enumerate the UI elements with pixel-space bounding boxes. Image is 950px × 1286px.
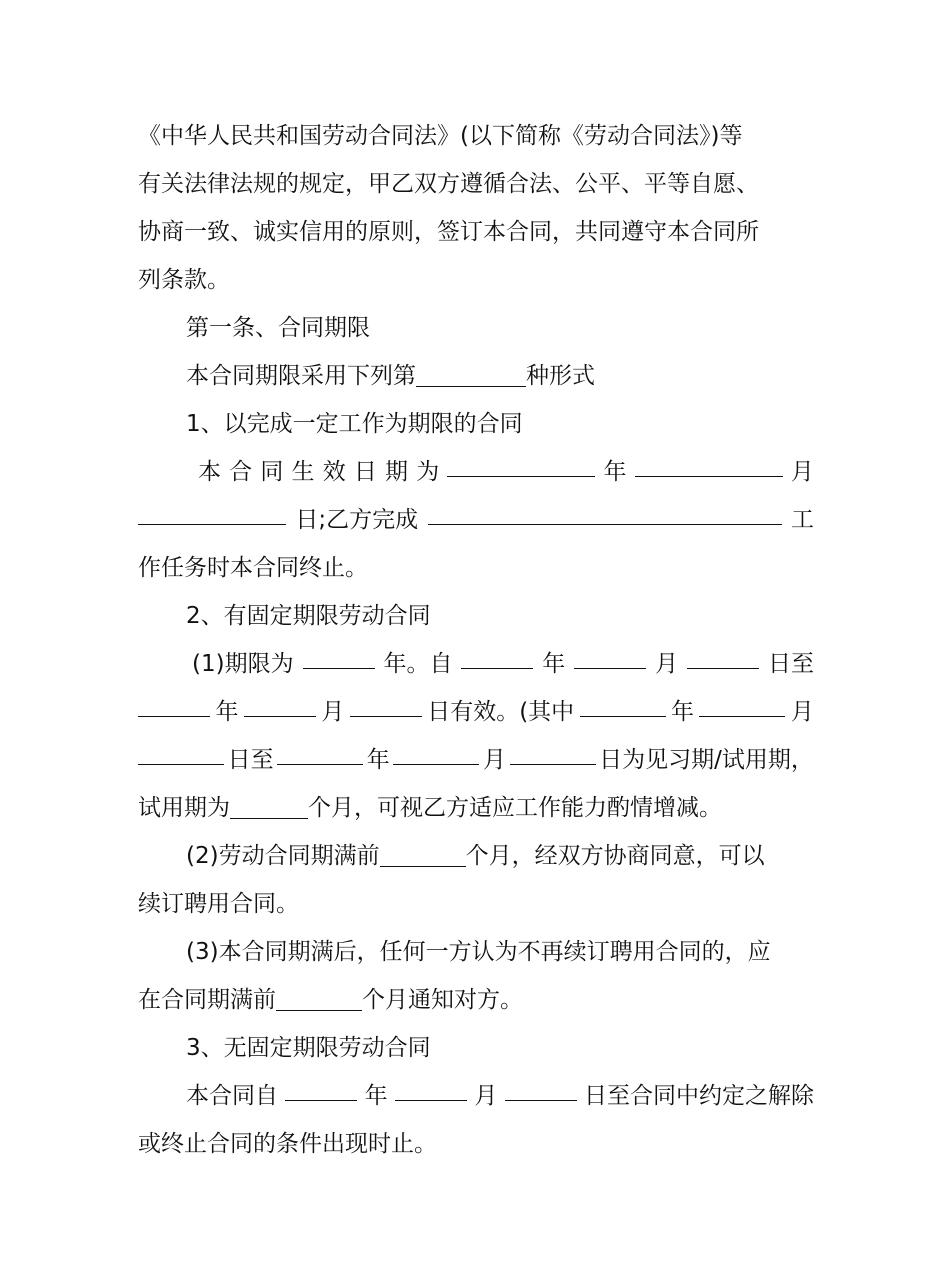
probation-length-suffix: 个月，可视乙方适应工作能力酌情增减。 [308, 795, 722, 821]
probation-end-day-blank[interactable] [510, 736, 596, 765]
open-day-blank[interactable] [505, 1072, 577, 1101]
start-year-blank[interactable] [461, 640, 533, 669]
paragraph-line: 协商一致、诚实信用的原则，签订本合同，共同遵守本合同所 [138, 219, 759, 245]
term-form-blank[interactable] [416, 358, 526, 387]
work-label: 工 [790, 507, 814, 533]
notice-suffix: 个月通知对方。 [362, 987, 523, 1013]
renewal-months-blank[interactable] [380, 838, 466, 867]
start-day-blank[interactable] [687, 640, 759, 669]
day-to-label: 日至 [227, 747, 274, 773]
renewal-line [138, 832, 814, 880]
year-label: 年 [542, 651, 566, 677]
notice-label: 在合同期满前 [138, 987, 276, 1013]
effective-date-line [138, 448, 814, 496]
contract-text [138, 112, 814, 1168]
end-month-blank[interactable] [244, 688, 316, 717]
probation-months-blank[interactable] [230, 790, 308, 819]
paragraph-line: 有关法律法规的规定，甲乙双方遵循合法、公平、平等自愿、 [138, 171, 759, 197]
term-end-line [138, 688, 814, 736]
month-blank[interactable] [635, 448, 783, 477]
paragraph-line: 续订聘用合同。 [138, 891, 299, 917]
effective-char: 本 [198, 459, 221, 485]
completion-line [138, 496, 814, 544]
month-label: 月 [474, 1083, 498, 1109]
term-form-label: 本合同期限采用下列第 [186, 363, 416, 389]
effective-char: 生 [291, 459, 315, 485]
year-label: 年 [364, 1083, 388, 1109]
renewal-suffix: 个月，经双方协商同意，可以 [465, 843, 765, 869]
month-label: 月 [482, 747, 506, 773]
probation-start-day-blank[interactable] [138, 736, 224, 765]
year-from-label: 年。自 [383, 651, 453, 677]
end-year-blank[interactable] [138, 688, 210, 717]
probation-start-year-blank[interactable] [580, 688, 666, 717]
probation-end-year-blank[interactable] [277, 736, 363, 765]
open-term-label: 本合同自 [186, 1083, 278, 1109]
probation-label: 日为见习期/试用期， [599, 747, 814, 773]
open-term-suffix: 日至合同中约定之解除 [583, 1083, 814, 1109]
month-label: 月 [790, 699, 814, 725]
open-month-blank[interactable] [395, 1072, 467, 1101]
effective-char: 合 [229, 459, 253, 485]
year-label: 年 [671, 699, 695, 725]
month-label: 月 [655, 651, 679, 677]
open-term-line [138, 1072, 814, 1120]
effective-char: 日 [353, 459, 377, 485]
effective-char: 期 [385, 459, 409, 485]
option-title: 1、以完成一定工作为期限的合同 [186, 411, 523, 437]
paragraph-line: 《中华人民共和国劳动合同法》(以下简称《劳动合同法》)等 [138, 123, 743, 149]
term-form-line [138, 352, 814, 400]
open-year-blank[interactable] [285, 1072, 357, 1101]
day-effective-label: 日有效。(其中 [427, 699, 575, 725]
years-blank[interactable] [303, 640, 375, 669]
year-label: 年 [366, 747, 390, 773]
term-form-suffix: 种形式 [526, 363, 595, 389]
probation-line [138, 736, 814, 784]
probation-length-label: 试用期为 [138, 795, 230, 821]
start-month-blank[interactable] [574, 640, 646, 669]
period-label: (1)期限为 [192, 651, 294, 677]
effective-char: 效 [322, 459, 346, 485]
completion-label: 日;乙方完成 [295, 507, 419, 533]
probation-start-month-blank[interactable] [699, 688, 785, 717]
year-label: 年 [603, 459, 627, 485]
day-to-label: 日至 [767, 651, 814, 677]
notice-months-blank[interactable] [276, 982, 362, 1011]
option-title: 3、无固定期限劳动合同 [186, 1035, 431, 1061]
day-blank[interactable] [138, 496, 286, 525]
effective-char: 同 [260, 459, 284, 485]
year-blank[interactable] [447, 448, 595, 477]
work-blank[interactable] [428, 496, 782, 525]
paragraph-line: 或终止合同的条件出现时止。 [138, 1131, 437, 1157]
end-day-blank[interactable] [350, 688, 422, 717]
month-label: 月 [790, 459, 814, 485]
option-title: 2、有固定期限劳动合同 [186, 603, 431, 629]
notice-line [138, 976, 814, 1024]
article-title: 第一条、合同期限 [186, 315, 370, 341]
paragraph-line: (3)本合同期满后，任何一方认为不再续订聘用合同的，应 [186, 939, 771, 965]
year-label: 年 [215, 699, 239, 725]
effective-char: 为 [416, 459, 440, 485]
renewal-label: (2)劳动合同期满前 [186, 843, 380, 869]
term-period-line [138, 640, 814, 688]
probation-length-line [138, 784, 814, 832]
month-label: 月 [321, 699, 345, 725]
paragraph-line: 作任务时本合同终止。 [138, 555, 368, 581]
paragraph-line: 列条款。 [138, 267, 230, 293]
probation-end-month-blank[interactable] [393, 736, 479, 765]
